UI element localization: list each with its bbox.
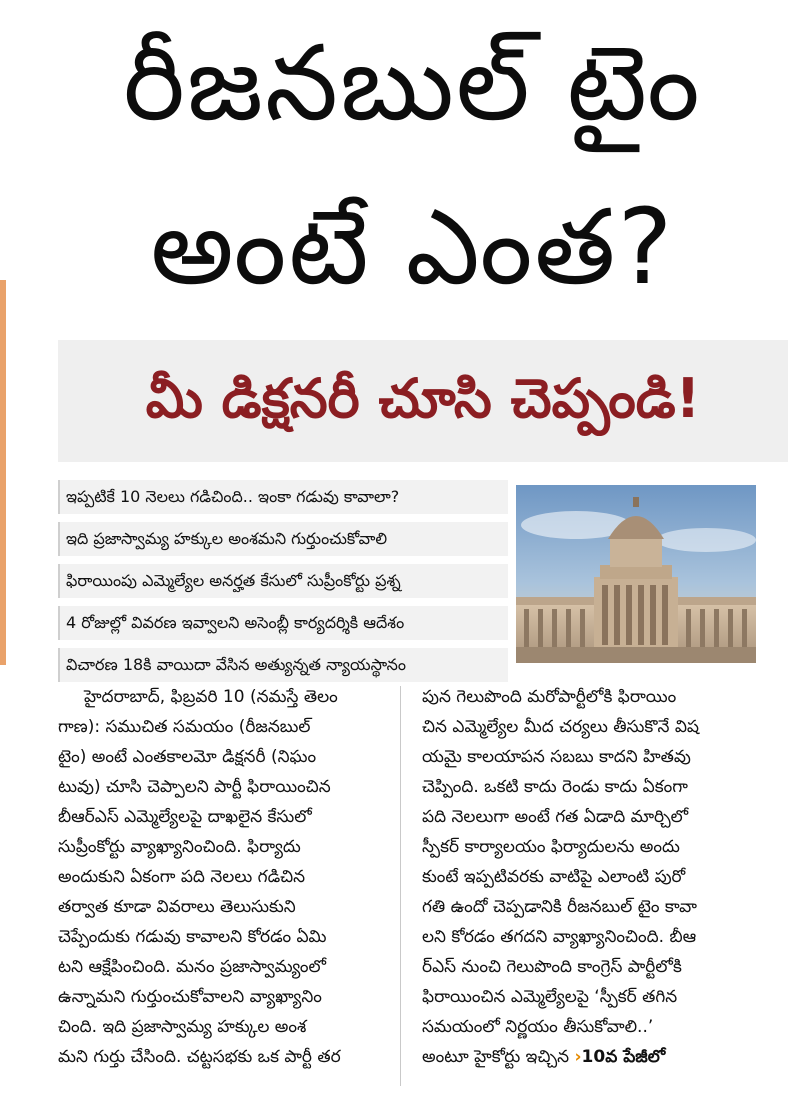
chevron-right-icon: › bbox=[574, 1047, 582, 1067]
article-line: ర్ఎస్ నుంచి గెలుపొంది కాంగ్రెస్ పార్టీలోకి bbox=[422, 957, 682, 977]
article-last-line bbox=[422, 1042, 744, 1072]
article-line: గతి ఉందో చెప్పడానికి రీజనబుల్ టైం కావా bbox=[422, 897, 697, 917]
article-line: టువు) చూసి చెప్పాలని పార్టీ ఫిరాయించిన bbox=[58, 777, 331, 797]
page-edge-accent bbox=[0, 280, 6, 665]
article-line: పున గెలుపొంది మరోపార్టీలోకి ఫిరాయిం bbox=[422, 687, 677, 707]
article-line: తర్వాత కూడా వివరాలు తెలుసుకుని bbox=[58, 897, 296, 917]
article-line: కుంటే ఇప్పటివరకు వాటిపై ఎలాంటి పురో bbox=[422, 867, 686, 887]
highlight-item: ఇది ప్రజాస్వామ్య హక్కుల అంశమని గుర్తుంచుకోవాలి bbox=[58, 522, 508, 556]
article-line: చెప్పేందుకు గడువు కావాలని కోరడం ఏమి bbox=[58, 927, 327, 947]
column-divider bbox=[400, 686, 401, 1086]
highlight-item: 4 రోజుల్లో వివరణ ఇవ్వాలని అసెంబ్లీ కార్యదర్శికి ఆదేశం bbox=[58, 606, 508, 640]
article-line: ఉన్నామని గుర్తుంచుకోవాలని వ్యాఖ్యానిం bbox=[58, 987, 322, 1007]
article-line: చెప్పింది. ఒకటి కాదు రెండు కాదు ఏకంగా bbox=[422, 777, 688, 797]
highlight-item: విచారణ 18కి వాయిదా వేసిన అత్యున్నత న్యాయస్థానం bbox=[58, 648, 508, 682]
article-line: లని కోరడం తగదని వ్యాఖ్యానించింది. బీఆ bbox=[422, 927, 697, 947]
article-line: హైదరాబాద్, ఫిబ్రవరి 10 (నమస్తే తెలం bbox=[84, 687, 338, 707]
article-line: పది నెలలుగా అంటే గత ఏడాది మార్చిలో bbox=[422, 807, 689, 827]
headline-line-1: రీజనబుల్ టైం bbox=[123, 22, 702, 144]
article-line-text: అంటూ హైకోర్టు ఇచ్చిన bbox=[422, 1047, 570, 1067]
article-line: టైం) అంటే ఎంతకాలమో డిక్షనరీ (నిఘం bbox=[58, 747, 317, 767]
supreme-court-building-photo bbox=[516, 485, 756, 663]
article-line: సమయంలో నిర్ణయం తీసుకోవాలి..’ bbox=[422, 1017, 654, 1037]
article-line: యమై కాలయాపన సబబు కాదని హితవు bbox=[422, 747, 691, 767]
article-line: టని ఆక్షేపించింది. మనం ప్రజాస్వామ్యంలో bbox=[58, 957, 326, 977]
article-line: స్పీకర్ కార్యాలయం ఫిర్యాదులను అందు bbox=[422, 837, 680, 857]
article-line: చింది. ఇది ప్రజాస్వామ్య హక్కుల అంశ bbox=[58, 1017, 307, 1037]
highlight-item: ఇప్పటికే 10 నెలలు గడిచింది.. ఇంకా గడువు కావాలా? bbox=[58, 480, 508, 514]
headline-line-2: అంటే ఎంత? bbox=[150, 186, 675, 308]
article-line: చిన ఎమ్మెల్యేల మీద చర్యలు తీసుకొనే విష bbox=[422, 717, 700, 737]
subheadline: మీ డిక్షనరీ చూసి చెప్పండి! bbox=[145, 367, 701, 430]
highlight-item: ఫిరాయింపు ఎమ్మెల్యేల అనర్హత కేసులో సుప్రీంకోర్టు ప్రశ్న bbox=[58, 564, 508, 598]
article-line: గాణ): సముచిత సమయం (రీజనబుల్ bbox=[58, 717, 311, 737]
highlights-list bbox=[58, 480, 508, 690]
article-column-left bbox=[58, 682, 380, 1072]
article-column-right bbox=[422, 682, 744, 1072]
continued-page-label: 10వ పేజీలో bbox=[581, 1047, 666, 1067]
article-line: బీఆర్ఎస్ ఎమ్మెల్యేలపై దాఖలైన కేసులో bbox=[58, 807, 312, 827]
article-line: ఫిరాయించిన ఎమ్మెల్యేలపై ‘స్పీకర్ తగిన bbox=[422, 987, 678, 1007]
article-line: మని గుర్తు చేసింది. చట్టసభకు ఒక పార్టీ తర bbox=[58, 1047, 341, 1067]
article-line: సుప్రీంకోర్టు వ్యాఖ్యానించింది. ఫిర్యాదు bbox=[58, 837, 301, 857]
subheadline-band bbox=[58, 340, 788, 462]
article-line: అందుకుని ఏకంగా పది నెలలు గడిచిన bbox=[58, 867, 306, 887]
continued-on-page[interactable] bbox=[575, 1047, 666, 1067]
